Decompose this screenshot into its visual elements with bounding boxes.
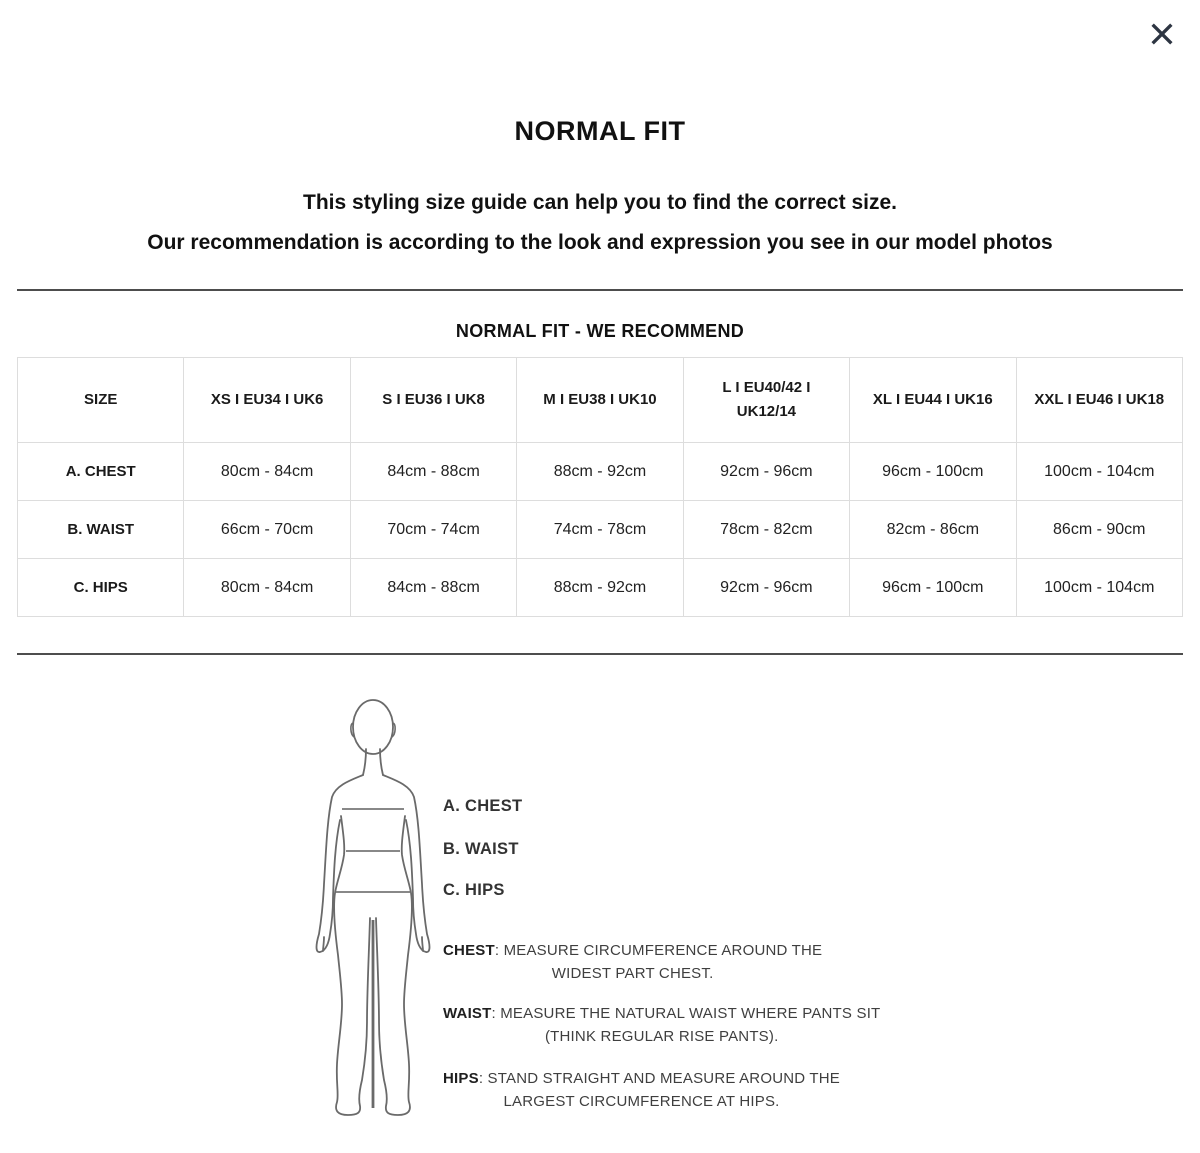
cell-waist-xxl: 86cm - 90cm bbox=[1016, 501, 1182, 559]
instruction-hips-line2: LARGEST CIRCUMFERENCE AT HIPS. bbox=[503, 1093, 780, 1110]
page-title: NORMAL FIT bbox=[514, 116, 686, 146]
cell-chest-s: 84cm - 88cm bbox=[350, 443, 516, 501]
cell-waist-xl: 82cm - 86cm bbox=[850, 501, 1016, 559]
diagram-label-hips: C. HIPS bbox=[443, 881, 505, 899]
table-row-waist bbox=[18, 501, 1183, 559]
diagram-label-waist: B. WAIST bbox=[443, 840, 519, 858]
cell-hips-xl: 96cm - 100cm bbox=[850, 559, 1016, 617]
divider-bottom bbox=[17, 653, 1183, 655]
cell-waist-l: 78cm - 82cm bbox=[683, 501, 849, 559]
cell-chest-xl: 96cm - 100cm bbox=[850, 443, 1016, 501]
close-icon bbox=[1148, 20, 1176, 48]
close-button[interactable] bbox=[1144, 16, 1180, 52]
cell-chest-xxl: 100cm - 104cm bbox=[1016, 443, 1182, 501]
body-figure-illustration bbox=[293, 692, 453, 1122]
section-heading: NORMAL FIT - WE RECOMMEND bbox=[455, 321, 745, 341]
cell-chest-l: 92cm - 96cm bbox=[683, 443, 849, 501]
cell-waist-xs: 66cm - 70cm bbox=[184, 501, 350, 559]
column-header-xs: XS I EU34 I UK6 bbox=[184, 358, 350, 443]
female-figure-icon bbox=[293, 692, 453, 1122]
cell-hips-xxl: 100cm - 104cm bbox=[1016, 559, 1182, 617]
cell-waist-s: 70cm - 74cm bbox=[350, 501, 516, 559]
table-row-chest bbox=[18, 443, 1183, 501]
instruction-chest-line1: : MEASURE CIRCUMFERENCE AROUND THE bbox=[494, 942, 823, 959]
row-label-hips: C. HIPS bbox=[18, 559, 184, 617]
subtitle-line-1: This styling size guide can help you to find the correct size. bbox=[303, 191, 897, 214]
column-header-xl: XL I EU44 I UK16 bbox=[850, 358, 1016, 443]
instruction-waist bbox=[443, 1002, 880, 1048]
instruction-hips-line1: : STAND STRAIGHT AND MEASURE AROUND THE bbox=[478, 1070, 840, 1087]
cell-hips-m: 88cm - 92cm bbox=[517, 559, 683, 617]
instruction-waist-term: WAIST bbox=[443, 1005, 492, 1022]
cell-hips-s: 84cm - 88cm bbox=[350, 559, 516, 617]
row-label-waist: B. WAIST bbox=[18, 501, 184, 559]
instruction-chest-line2: WIDEST PART CHEST. bbox=[551, 965, 714, 982]
instruction-chest bbox=[443, 939, 822, 985]
header-row bbox=[18, 358, 1183, 443]
table-row-hips bbox=[18, 559, 1183, 617]
cell-chest-xs: 80cm - 84cm bbox=[184, 443, 350, 501]
instruction-hips bbox=[443, 1067, 840, 1113]
subtitle-line-2: Our recommendation is according to the look and expression you see in our model photos bbox=[147, 231, 1053, 254]
column-header-size: SIZE bbox=[18, 358, 184, 443]
size-table-header bbox=[18, 358, 1183, 443]
cell-waist-m: 74cm - 78cm bbox=[517, 501, 683, 559]
cell-chest-m: 88cm - 92cm bbox=[517, 443, 683, 501]
column-header-m: M I EU38 I UK10 bbox=[517, 358, 683, 443]
row-label-chest: A. CHEST bbox=[18, 443, 184, 501]
instruction-chest-term: CHEST bbox=[443, 942, 495, 959]
subtitle bbox=[0, 183, 1200, 263]
cell-hips-l: 92cm - 96cm bbox=[683, 559, 849, 617]
instruction-hips-term: HIPS bbox=[443, 1070, 479, 1087]
column-header-xxl: XXL I EU46 I UK18 bbox=[1016, 358, 1182, 443]
instruction-waist-line2: (THINK REGULAR RISE PANTS). bbox=[544, 1028, 779, 1045]
column-header-s: S I EU36 I UK8 bbox=[350, 358, 516, 443]
column-header-l: L I EU40/42 I UK12/14 bbox=[683, 358, 849, 443]
size-table bbox=[17, 357, 1183, 617]
cell-hips-xs: 80cm - 84cm bbox=[184, 559, 350, 617]
diagram-label-chest: A. CHEST bbox=[443, 797, 523, 815]
instruction-waist-line1: : MEASURE THE NATURAL WAIST WHERE PANTS SIT bbox=[491, 1005, 881, 1022]
divider-top bbox=[17, 289, 1183, 291]
